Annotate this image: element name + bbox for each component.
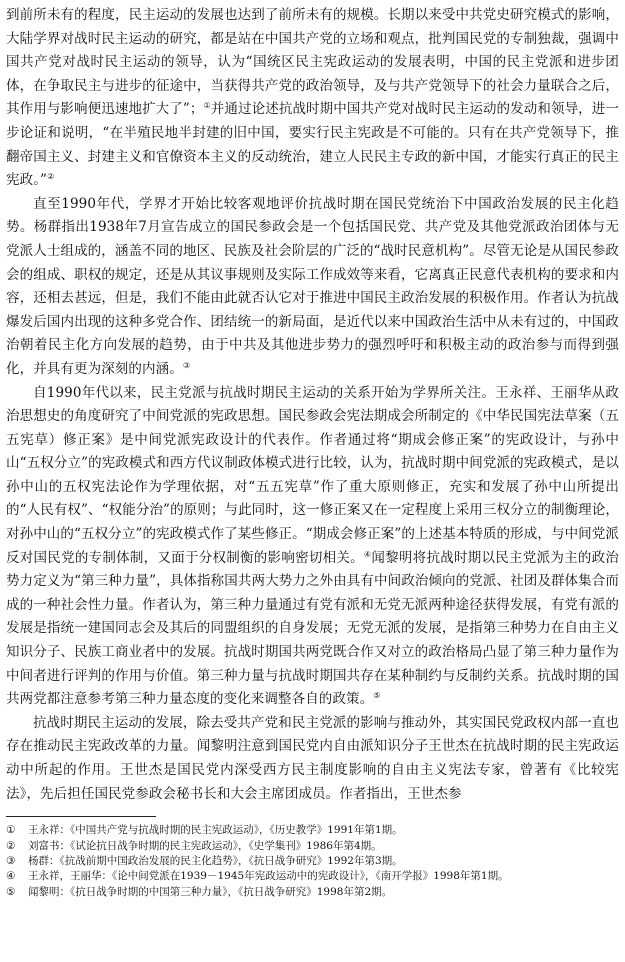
paragraph-3 [6, 382, 619, 712]
footnote-number: ① [6, 824, 16, 837]
footnote-ref[interactable]: ④ [363, 549, 372, 559]
footnote-item [6, 885, 619, 900]
footnote-item [6, 854, 619, 869]
paragraph-text: 自1990年代以来，民主党派与抗战时期民主运动的关系开始为学界所关注。王永祥、王丽华从政治思想史的角度研究了中间党派的宪政思想。国民参政会宪法期成会所制定的《中华民国宪法草案（五五宪草）修正案》是中间党派宪政设计的代表作。作者通过将“期成会修正案”的宪政设计，与孙中山“五权分立”的宪政模式和西方代议制政体模式进行比较，认为，抗战时期中间党派的宪政模式，是以孙中山的五权宪法论作为学理依据，对“五五宪草”作了重大原则修正，充实和发展了孙中山所提出的“人民有权”、“权能分治”的原则；与此同时，这一修正案又在一定程度上采用三权分立的制衡理论，对孙中山的“五权分立”的宪政模式作了某些修正。“期成会修正案”的上述基本特质的形成，与中间党派反对国民党的专制体制，又面于分权制衡的影响密切相关。 [6, 384, 619, 566]
footnote-text: 杨群：《抗战前期中国政治发展的民主化趋势》，《抗日战争研究》1992年第3期。 [28, 855, 403, 867]
footnote-item [6, 839, 619, 854]
paragraph-text: 到前所未有的程度，民主运动的发展也达到了前所未有的规模。长期以来受中共党史研究模式的影响，大陆学界对战时民主运动的研究，都是站在中国共产党的立场和观点，批判国民党的专制独裁，强调中国共产党对战时民主运动的领导，认为“国统区民主宪政运动的发展表明，中国的民主党派和进步团体，在争取民主与进步的征途中，当获得共产党的政治领导，及与共产党领导下的社会力量联合之后，其作用与影响便迅速地扩大了”； [6, 7, 619, 118]
paragraph-text: 闻黎明将抗战时期以民主党派为主的政治势力定义为“第三种力量”，具体指称国共两大势力之外由具有中间政治倾向的党派、社团及群体集合而成的一种社会性力量。作者认为，第三种力量通过有党有派和无党无派两种途径获得发展，有党有派的发展是指统一建国同志会及其后的同盟组织的自身发展；无党无派的发展，是指第三种势力在自由主义知识分子、民族工商业者中的发展。抗战时期国共两党既合作又对立的政治格局凸显了第三种力量作为中间者进行评判的作用与价值。第三种力量与抗战时期国共存在某种制约与反制约关系。抗战时期的国共两党都注意参考第三种力量态度的变化来调整各自的政策。 [6, 549, 619, 708]
paragraph-text: 直至1990年代，学界才开始比较客观地评价抗战时期在国民党统治下中国政治发展的民主化趋势。杨群指出1938年7月宣告成立的国民参政会是一个包括国民党、共产党及其他党派政治团体与无党派人士组成的，涵盖不同的地区、民族及社会阶层的广泛的“战时民意机构”。尽管无论是从国民参政会的组成、职权的规定，还是从其议事规则及实际工作成效等来看，它离真正民意代表机构的要求和内容，还相去甚远，但是，我们不能由此就否认它对于推进中国民主政治发展的积极作用。作者认为抗战爆发后国内出现的这种多党合作、团结统一的新局面，是近代以来中国政治生活中从未有过的，中国政治朝着民主化方向发展的趋势，由于中共及其他进步势力的强烈呼吁和积极主动的政治参与而得到强化，并具有更为深刻的内涵。 [6, 195, 619, 377]
footnote-ref[interactable]: ⑤ [373, 691, 381, 701]
paragraph-text: 并通过论述抗战时期中国共产党对战时民主运动的发动和领导，进一步论证和说明，“在半殖民地半封建的旧中国，要实行民主宪政是不可能的。只有在共产党领导下，推翻帝国主义、封建主义和官僚资本主义的反动统治，建立人民民主专政的新中国，才能实行真正的民主宪政。” [6, 101, 620, 189]
footnote-text: 王永祥，王丽华：《论中间党派在1939－1945年宪政运动中的宪政设计》，《南开学报》1998年第1期。 [28, 870, 509, 883]
paragraph-2 [6, 193, 619, 382]
footnote-text: 王永祥：《中国共产党与抗战时期的民主宪政运动》，《历史教学》1991年第1期。 [28, 824, 403, 837]
paragraph-1 [6, 4, 619, 193]
footnote-item [6, 869, 619, 884]
footnote-number: ⑤ [6, 885, 16, 898]
paragraph-4 [6, 712, 619, 806]
footnote-item [6, 823, 619, 838]
page-body [6, 4, 619, 900]
footnote-number: ② [6, 839, 16, 852]
footnote-number: ③ [6, 855, 16, 867]
paragraph-text: 抗战时期民主运动的发展，除去受共产党和民主党派的影响与推动外，其实国民党政权内部一直也存在推动民主宪政改革的力量。闻黎明注意到国民党内自由派知识分子王世杰在抗战时期的民主宪政运动中所起的作用。王世杰是国民党内深受西方民主制度影响的自由主义宪法专家，曾著有《比较宪法》，先后担任国民党参政会秘书长和大会主席团成员。作者指出，王世杰参 [6, 714, 619, 802]
footnote-number: ④ [6, 870, 16, 883]
footnote-divider [6, 816, 156, 817]
footnotes [6, 823, 619, 900]
footnote-text: 刘富书：《试论抗日战争时期的民主宪政运动》，《史学集刊》1986年第4期。 [28, 839, 382, 852]
footnote-text: 闻黎明：《抗日战争时期的中国第三种力量》，《抗日战争研究》1998年第2期。 [28, 885, 393, 898]
footnote-ref[interactable]: ③ [182, 360, 191, 370]
footnote-ref[interactable]: ② [47, 172, 55, 182]
footnote-ref[interactable]: ① [203, 101, 211, 111]
